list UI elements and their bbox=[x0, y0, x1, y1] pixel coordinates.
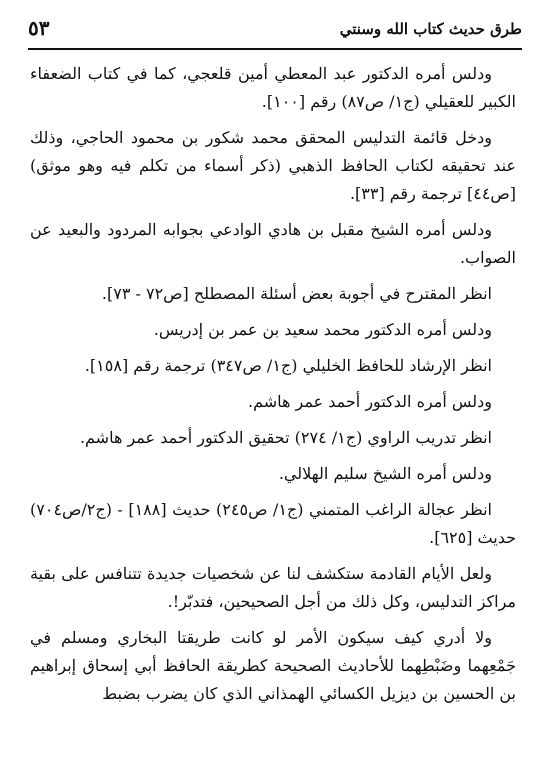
paragraph: انظر الإرشاد للحافظ الخليلي (ج١/ ص٣٤٧) ترجمة رقم [١٥٨]. bbox=[84, 356, 492, 375]
paragraph: ودلس أمره الشيخ سليم الهلالي. bbox=[278, 464, 492, 483]
running-title: طرق حديث كتاب الله وسنتي bbox=[339, 20, 522, 38]
paragraph: ودلس أمره الشيخ مقبل بن هادي الوادعي بجوابه المردود والبعيد عن الصواب. bbox=[30, 220, 516, 267]
paragraph: ودلس أمره الدكتور أحمد عمر هاشم. bbox=[248, 392, 492, 411]
document-body bbox=[30, 60, 516, 716]
paragraph: ودلس أمره الدكتور عبد المعطي أمين قلعجي، كما في كتاب الضعفاء الكبير للعقيلي (ج١/ ص٨٧) رقم [١٠٠]. bbox=[30, 64, 516, 111]
paragraph: ولا أدري كيف سيكون الأمر لو كانت طريقتا البخاري ومسلم في جَمْعِهما وضَبْطِهما للأحاديث الصحيحة كطريقة الحافظ أبي إسحاق إبراهيم بن الحسين بن ديزيل الكسائي الهمذاني الذي كان يضرب بضبط bbox=[30, 628, 516, 703]
header-rule bbox=[28, 48, 522, 50]
page-number: ٥٣ bbox=[28, 16, 50, 40]
paragraph: انظر عجالة الراغب المتمني (ج١/ ص٢٤٥) حديث [١٨٨] - (ج٢/ص٧٠٤) حديث [٦٢٥]. bbox=[30, 500, 516, 547]
paragraph: ودلس أمره الدكتور محمد سعيد بن عمر بن إدريس. bbox=[153, 320, 492, 339]
paragraph: ولعل الأيام القادمة ستكشف لنا عن شخصيات جديدة تتنافس على بقية مراكز التدليس، وكل ذلك من أجل الصحيحين، فتدبّر!. bbox=[30, 564, 516, 611]
page-header bbox=[28, 8, 522, 44]
paragraph: انظر المقترح في أجوبة بعض أسئلة المصطلح [ص٧٢ - ٧٣]. bbox=[101, 284, 492, 303]
paragraph: ودخل قائمة التدليس المحقق محمد شكور بن محمود الحاجي، وذلك عند تحقيقه لكتاب الحافظ الذهبي (ذكر أسماء من تكلم فيه وهو موثق) [ص٤٤] ترجمة رقم [٣٣]. bbox=[30, 128, 517, 203]
paragraph: انظر تدريب الراوي (ج١/ ٢٧٤) تحقيق الدكتور أحمد عمر هاشم. bbox=[79, 428, 492, 447]
